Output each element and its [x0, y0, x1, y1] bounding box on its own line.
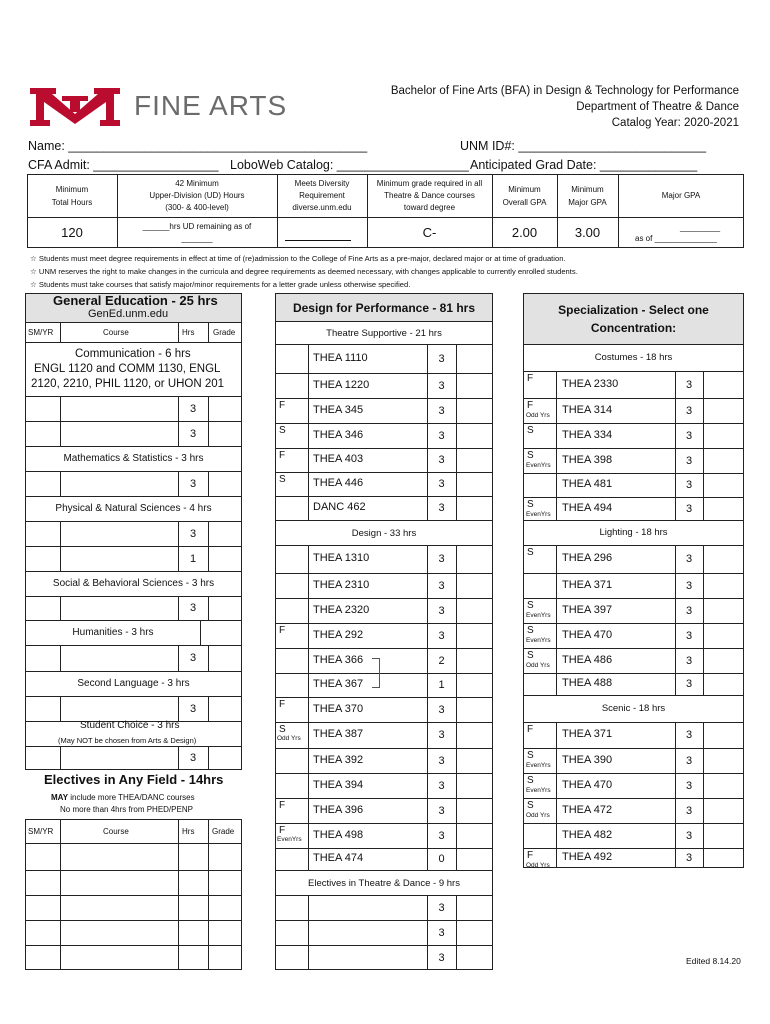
course-hrs: 3	[438, 729, 445, 741]
course-code: THEA 366	[313, 654, 364, 666]
semester-note: Odd Yrs	[277, 735, 301, 742]
gened-title: General Education - 25 hrs	[53, 293, 218, 308]
course-code: THEA 296	[562, 552, 613, 564]
scenic-header: Scenic - 18 hrs	[601, 703, 666, 714]
choice-note: (May NOT be chosen from Arts & Design)	[58, 736, 197, 745]
course-code: THEA 498	[313, 829, 364, 841]
semester-label: S	[527, 600, 534, 611]
social-header: Social & Behavioral Sciences - 3 hrs	[52, 577, 215, 589]
major-gpa-blank[interactable]: _________	[680, 223, 721, 232]
semester-label: F	[279, 450, 286, 461]
gened-col-course: Course	[103, 328, 129, 337]
min-total-hours-label-2: Total Hours	[51, 197, 93, 207]
course-code: THEA 390	[562, 754, 613, 766]
grade-input[interactable]	[457, 545, 492, 573]
grade-input[interactable]	[457, 798, 492, 823]
grad-date-field[interactable]: Anticipated Grad Date: ______________	[470, 158, 698, 172]
course-code: THEA 1310	[313, 552, 370, 564]
semester-note: EvenYrs	[526, 511, 551, 518]
elective-course-input[interactable]	[61, 843, 178, 870]
course-hrs: 3	[685, 479, 693, 491]
semester-note: EvenYrs	[277, 836, 302, 843]
course-code: THEA 494	[562, 502, 613, 514]
course-code: THEA 2320	[313, 604, 370, 616]
ud-hours-label-2: Upper-Division (UD) Hours	[149, 190, 245, 200]
notes	[30, 252, 578, 291]
min-grade-label-3: toward degree	[403, 202, 456, 212]
course-hrs: 3	[685, 852, 693, 864]
lang-header: Second Language - 3 hrs	[77, 677, 190, 689]
elective-course-input[interactable]	[61, 945, 178, 970]
course-code: THEA 2330	[562, 378, 619, 390]
semester-label: F	[279, 800, 286, 811]
course-hrs: 3	[685, 678, 693, 690]
star-icon: ☆	[30, 254, 39, 263]
course-code: THEA 314	[562, 404, 613, 416]
course-code: THEA 394	[313, 779, 364, 791]
electives-note-1	[51, 793, 195, 802]
course-hrs: 3	[685, 629, 693, 642]
overall-gpa-label: Minimum	[508, 184, 541, 194]
grade-input[interactable]	[457, 344, 492, 373]
ud-hours-label-3: (300- & 400-level)	[165, 202, 229, 212]
semester-label: S	[527, 650, 534, 661]
spec-title: Specialization - Select one	[558, 303, 709, 317]
semester-note: Odd Yrs	[526, 862, 550, 869]
catalog-year: Catalog Year: 2020-2021	[611, 117, 739, 129]
unm-id-field[interactable]: UNM ID#: ___________________________	[460, 139, 707, 153]
gened-row-hrs: 3	[189, 752, 197, 764]
grade-input[interactable]	[457, 398, 492, 423]
course-code: THEA 398	[562, 454, 613, 466]
gened-course-input[interactable]	[61, 746, 178, 770]
semester-note: EvenYrs	[526, 787, 551, 794]
comm-line-1: ENGL 1120 and COMM 1130, ENGL	[34, 363, 221, 375]
semester-label: S	[279, 474, 286, 485]
course-code: THEA 345	[313, 404, 364, 416]
semester-label: S	[527, 499, 534, 510]
semester-label: S	[279, 724, 286, 735]
note-2-text: UNM reserves the right to make changes in the curricula and degree requirements as deemed necessary, with changes applicable to currently enrolled students.	[38, 267, 578, 276]
course-code: THEA 470	[562, 629, 613, 641]
course-hrs: 3	[438, 754, 445, 767]
course-hrs: 3	[438, 352, 445, 365]
gened-col-smyr: SM/YR	[28, 328, 54, 337]
semester-label: S	[527, 425, 534, 436]
semester-note: Odd Yrs	[526, 662, 550, 669]
grade-input[interactable]	[704, 497, 743, 520]
course-code: THEA 474	[313, 852, 364, 864]
note-3-text: Students must take courses that satisfy major/minor requirements for a letter grade unless otherwise specified.	[38, 280, 411, 289]
electives-theatre-header: Electives in Theatre & Dance - 9 hrs	[308, 877, 460, 889]
course-code: THEA 403	[313, 453, 364, 465]
ud-remaining-text: ______hrs UD remaining as of	[142, 221, 252, 231]
course-code: THEA 486	[562, 654, 613, 666]
grade-input[interactable]	[457, 448, 492, 472]
course-hrs: 2	[438, 654, 445, 667]
grade-input[interactable]	[704, 848, 743, 868]
diversity-label-2: Requirement	[299, 190, 345, 200]
min-grade-label: Minimum grade required in all	[376, 178, 483, 188]
total-hours-value: 120	[61, 225, 83, 240]
corequisite-bracket	[372, 658, 380, 688]
course-hrs: 3	[685, 829, 693, 842]
semester-label: S	[279, 425, 286, 436]
unm-logo	[30, 88, 120, 126]
comm-title: Communication - 6 hrs	[75, 348, 191, 360]
gened-row-hrs: 3	[189, 602, 197, 614]
course-hrs: 3	[685, 729, 693, 741]
grade-input[interactable]	[457, 573, 492, 598]
course-code: THEA 481	[562, 478, 613, 490]
ud-hours-label: 42 Minimum	[175, 178, 219, 188]
diversity-check-line[interactable]	[285, 240, 351, 241]
grade-input[interactable]	[704, 371, 743, 398]
major-gpa-min-value: 3.00	[574, 225, 601, 240]
elective-theatre-hrs: 3	[438, 951, 445, 964]
semester-label: F	[279, 825, 286, 836]
grade-input[interactable]	[457, 423, 492, 448]
major-gpa-label: Major GPA	[661, 191, 701, 200]
grade-input[interactable]	[704, 573, 743, 598]
course-hrs: 3	[438, 404, 445, 417]
elective-theatre-input[interactable]	[309, 895, 427, 920]
grade-input[interactable]	[704, 423, 743, 448]
elective-theatre-input[interactable]	[309, 920, 427, 945]
course-hrs: 3	[685, 454, 693, 467]
diversity-label-3: diverse.unm.edu	[292, 202, 352, 212]
course-code: THEA 370	[313, 703, 364, 715]
gened-row-hrs: 3	[189, 427, 197, 440]
cfa-admit-field[interactable]: CFA Admit: __________________	[28, 158, 219, 172]
grade-input[interactable]	[457, 673, 492, 697]
grade-input[interactable]	[457, 598, 492, 623]
course-hrs: 3	[685, 654, 693, 667]
min-grade-label-2: Theatre & Dance courses	[384, 190, 475, 200]
course-hrs: 3	[685, 604, 693, 617]
comm-line-2: 2120, 2210, PHIL 1120, or UHON 201	[31, 378, 225, 390]
degree-header	[391, 83, 739, 131]
semester-label: S	[527, 547, 534, 558]
course-code: THEA 472	[562, 804, 613, 816]
grade-input[interactable]	[704, 673, 743, 695]
name-field[interactable]: Name: ___________________________________________	[28, 139, 368, 153]
semester-label: S	[527, 625, 534, 636]
grade-input[interactable]	[457, 648, 492, 673]
ud-remaining-field[interactable]	[117, 217, 277, 248]
course-hrs: 1	[438, 679, 445, 691]
diversity-label: Meets Diversity	[294, 178, 350, 188]
grade-input[interactable]	[704, 473, 743, 497]
gened-course-input[interactable]	[61, 546, 178, 571]
course-code: THEA 1220	[313, 379, 370, 391]
gened-row-hrs: 3	[189, 527, 197, 540]
course-code: DANC 462	[313, 501, 366, 513]
course-hrs: 3	[438, 553, 445, 565]
elective-course-input[interactable]	[61, 870, 178, 895]
course-code: THEA 482	[562, 829, 613, 841]
semester-label: S	[527, 450, 534, 461]
loboweb-field[interactable]: LoboWeb Catalog: ___________________	[230, 158, 469, 172]
grade-input[interactable]	[704, 448, 743, 473]
edited-date: Edited 8.14.20	[686, 956, 741, 966]
grade-input[interactable]	[704, 598, 743, 623]
gened-course-input[interactable]	[61, 696, 178, 721]
semester-note: Odd Yrs	[526, 812, 550, 819]
elective-theatre-hrs: 3	[438, 901, 445, 914]
electives-col-smyr: SM/YR	[28, 827, 54, 836]
grade-input[interactable]	[457, 848, 492, 870]
electives-may: MAY	[51, 793, 69, 802]
gened-row-hrs: 3	[189, 702, 197, 715]
electives-col-grade: Grade	[212, 827, 235, 836]
course-hrs: 3	[685, 502, 693, 515]
elective-theatre-input[interactable]	[309, 945, 427, 970]
gened-row-hrs: 3	[189, 402, 197, 415]
supportive-header: Theatre Supportive - 21 hrs	[326, 327, 442, 339]
overall-gpa-value: 2.00	[511, 225, 538, 240]
semester-label: F	[279, 625, 286, 636]
min-major-gpa-label-2: Major GPA	[568, 197, 607, 207]
grade-input[interactable]	[704, 798, 743, 823]
course-hrs: 3	[438, 478, 445, 490]
gened-row-hrs: 3	[189, 652, 197, 664]
semester-label: S	[527, 800, 534, 811]
grade-input[interactable]	[457, 697, 492, 722]
costumes-header: Costumes - 18 hrs	[594, 352, 673, 363]
overall-gpa-label-2: Overall GPA	[502, 197, 547, 207]
grade-input[interactable]	[457, 722, 492, 748]
note-1-text: Students must meet degree requirements in effect at time of (re)admission to the College of Fine Arts as a pre-major, declared major or at time of graduation.	[38, 254, 566, 263]
elective-theatre-hrs: 3	[438, 926, 445, 939]
course-hrs: 3	[685, 553, 693, 565]
grade-input[interactable]	[704, 773, 743, 798]
course-code: THEA 492	[562, 851, 613, 863]
gened-course-input[interactable]	[61, 596, 178, 620]
lighting-header: Lighting - 18 hrs	[599, 527, 668, 538]
design-title: Design for Performance - 81 hrs	[276, 294, 492, 321]
hum-header: Humanities - 3 hrs	[72, 626, 154, 638]
semester-note: EvenYrs	[526, 637, 551, 644]
gened-course-input[interactable]	[61, 471, 178, 496]
choice-header: Student Choice - 3 hrs	[80, 720, 180, 731]
note-1	[30, 252, 578, 265]
course-hrs: 3	[685, 429, 693, 442]
course-hrs: 3	[438, 429, 445, 442]
semester-label: F	[279, 699, 286, 710]
electives-title: Electives in Any Field - 14hrs	[44, 772, 224, 787]
course-code: THEA 387	[313, 728, 364, 740]
semester-note: EvenYrs	[526, 612, 551, 619]
semester-label: F	[527, 850, 534, 861]
course-code: THEA 367	[313, 678, 364, 690]
course-code: THEA 446	[313, 477, 364, 489]
major-gpa-as-of[interactable]: as of ______________	[635, 234, 717, 243]
phys-header: Physical & Natural Sciences - 4 hrs	[55, 502, 212, 514]
course-code: THEA 371	[562, 728, 613, 740]
course-code: THEA 346	[313, 429, 364, 441]
note-2	[30, 265, 578, 278]
note-3	[30, 278, 578, 291]
electives-col-course: Course	[103, 827, 129, 836]
course-hrs: 3	[438, 604, 445, 617]
design-header: Design - 33 hrs	[351, 527, 417, 539]
course-hrs: 3	[438, 454, 445, 466]
gened-course-input[interactable]	[61, 521, 178, 546]
grade-input[interactable]	[704, 748, 743, 773]
semester-label: F	[527, 400, 534, 411]
course-code: THEA 392	[313, 754, 364, 766]
course-hrs: 3	[438, 502, 445, 514]
course-hrs: 3	[438, 703, 445, 716]
grade-input[interactable]	[704, 623, 743, 648]
unm-logo-icon	[30, 88, 120, 126]
gened-row-hrs: 1	[189, 552, 197, 565]
course-code: THEA 334	[562, 429, 613, 441]
min-grade-value: C-	[422, 225, 437, 240]
grade-input[interactable]	[457, 373, 492, 398]
electives-col-hrs: Hrs	[182, 827, 195, 836]
course-code: THEA 292	[313, 629, 364, 641]
course-hrs: 3	[685, 579, 693, 592]
gened-col-hrs: Hrs	[182, 328, 195, 337]
electives-note-1-text: include more THEA/DANC courses	[68, 793, 195, 802]
department: Department of Theatre & Dance	[576, 101, 739, 113]
grade-input[interactable]	[457, 623, 492, 648]
spec-subtitle: Concentration:	[590, 321, 677, 335]
min-total-hours-label: Minimum	[55, 184, 89, 194]
course-hrs: 3	[438, 629, 445, 642]
semester-label: S	[527, 775, 534, 786]
grade-input[interactable]	[704, 545, 743, 573]
semester-note: EvenYrs	[526, 462, 551, 469]
gened-course-input[interactable]	[61, 421, 178, 446]
min-major-gpa-label: Minimum	[571, 184, 604, 194]
grade-input[interactable]	[457, 773, 492, 798]
semester-note: Odd Yrs	[526, 412, 550, 419]
brand-name: FINE ARTS	[134, 90, 288, 121]
course-hrs: 3	[685, 404, 693, 417]
course-hrs: 3	[685, 378, 693, 391]
elective-course-input[interactable]	[61, 895, 178, 920]
course-code: THEA 397	[562, 604, 613, 616]
course-code: THEA 396	[313, 804, 364, 816]
math-header: Mathematics & Statistics - 3 hrs	[63, 452, 204, 464]
star-icon: ☆	[30, 280, 39, 289]
gened-col-grade: Grade	[213, 328, 236, 337]
semester-note: EvenYrs	[526, 762, 551, 769]
course-hrs: 0	[438, 853, 445, 865]
electives-note-2: No more than 4hrs from PHED/PENP	[60, 805, 193, 814]
course-code: THEA 2310	[313, 579, 370, 591]
course-code: THEA 488	[562, 677, 613, 689]
ud-remaining-date: _______	[181, 233, 213, 243]
grade-input[interactable]	[704, 722, 743, 748]
grade-input[interactable]	[704, 823, 743, 848]
course-code: THEA 470	[562, 779, 613, 791]
grade-input[interactable]	[704, 398, 743, 423]
grade-input[interactable]	[457, 748, 492, 773]
course-hrs: 3	[438, 779, 445, 792]
semester-label: S	[527, 750, 534, 761]
course-hrs: 3	[438, 379, 445, 392]
course-hrs: 3	[438, 804, 445, 817]
gened-row-hrs: 3	[189, 477, 197, 490]
gened-course-input[interactable]	[61, 645, 178, 671]
elective-course-input[interactable]	[61, 920, 178, 945]
semester-label: F	[279, 400, 286, 411]
degree-title: Bachelor of Fine Arts (BFA) in Design & Technology for Performance	[390, 85, 739, 97]
grade-input[interactable]	[457, 496, 492, 520]
course-hrs: 3	[685, 754, 693, 767]
course-code: THEA 371	[562, 579, 613, 591]
semester-label: F	[527, 724, 534, 735]
star-icon: ☆	[30, 267, 39, 276]
course-hrs: 3	[438, 579, 445, 592]
course-hrs: 3	[438, 829, 445, 842]
grade-input[interactable]	[457, 823, 492, 848]
course-hrs: 3	[685, 804, 693, 817]
grade-input[interactable]	[704, 648, 743, 673]
course-code: THEA 1110	[313, 352, 368, 364]
gened-link[interactable]: GenEd.unm.edu	[88, 308, 169, 320]
grade-input[interactable]	[457, 472, 492, 496]
course-hrs: 3	[685, 779, 693, 792]
gened-course-input[interactable]	[61, 396, 178, 421]
semester-label: F	[527, 373, 534, 384]
